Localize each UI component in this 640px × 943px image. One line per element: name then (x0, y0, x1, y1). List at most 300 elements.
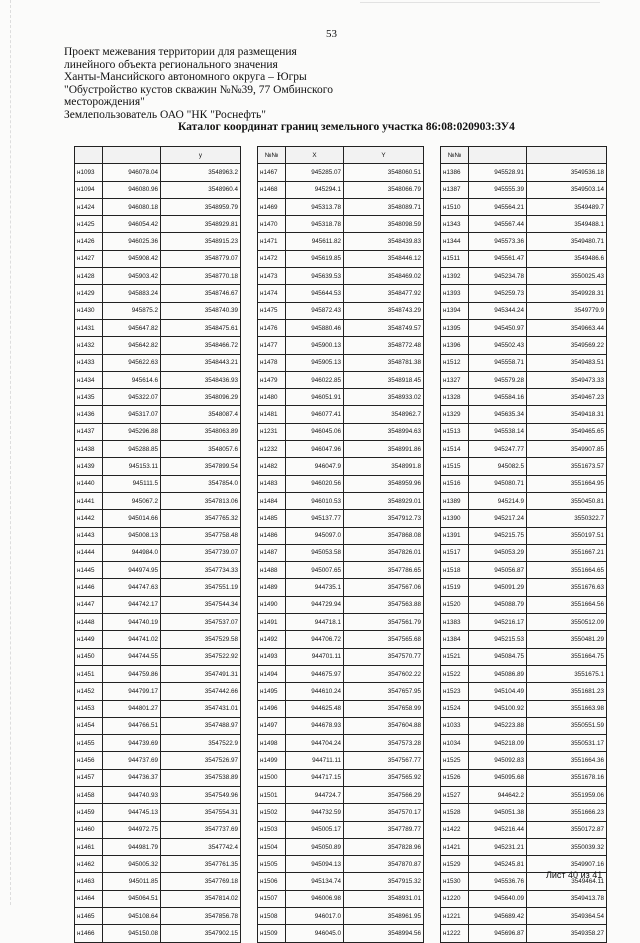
point-number-cell: н1524 (441, 700, 469, 717)
x-coordinate-cell: 945067.2 (103, 492, 161, 509)
y-coordinate-cell: 3547604.88 (344, 717, 424, 734)
x-coordinate-cell: 945011.85 (103, 873, 161, 890)
y-coordinate-cell: 3548749.57 (344, 319, 424, 336)
table-row (441, 683, 607, 700)
x-coordinate-cell: 945573.36 (469, 233, 527, 250)
y-coordinate-cell: 3547658.99 (344, 700, 424, 717)
y-coordinate-cell: 3547789.77 (344, 821, 424, 838)
y-coordinate-cell: 3550039.32 (527, 838, 607, 855)
y-coordinate-cell: 3547813.06 (161, 492, 241, 509)
y-coordinate-cell: 3547537.07 (161, 614, 241, 631)
x-coordinate-cell: 945150.08 (103, 925, 161, 942)
table-row (75, 458, 241, 475)
x-coordinate-cell: 945288.85 (103, 441, 161, 458)
table-row (75, 648, 241, 665)
y-coordinate-header: Y (344, 147, 424, 164)
table-row (441, 838, 607, 855)
y-coordinate-cell: 3549486.6 (527, 250, 607, 267)
x-coordinate-cell: 945231.21 (469, 838, 527, 855)
table-row (441, 544, 607, 561)
table-row (75, 717, 241, 734)
point-number-cell: н1480 (258, 389, 286, 406)
y-coordinate-cell: 3547856.78 (161, 908, 241, 925)
y-coordinate-cell: 3548915.23 (161, 233, 241, 250)
table-row (258, 337, 424, 354)
y-coordinate-cell: 3547868.08 (344, 527, 424, 544)
x-coordinate-cell: 944729.94 (286, 596, 344, 613)
point-number-cell: н1387 (441, 181, 469, 198)
point-number-cell: н1446 (75, 579, 103, 596)
x-coordinate-header (103, 147, 161, 164)
x-coordinate-cell: 945900.13 (286, 337, 344, 354)
y-coordinate-cell: 3551959.06 (527, 786, 607, 803)
table-row (258, 700, 424, 717)
table-row (258, 354, 424, 371)
table-row (258, 510, 424, 527)
point-number-cell: н1432 (75, 337, 103, 354)
point-number-cell: н1503 (258, 821, 286, 838)
y-coordinate-cell: 3548929.01 (344, 492, 424, 509)
table-row (75, 164, 241, 181)
point-number-cell: н1454 (75, 717, 103, 734)
y-coordinate-cell: 3547765.32 (161, 510, 241, 527)
table-row (441, 285, 607, 302)
point-number-cell: н1495 (258, 683, 286, 700)
x-coordinate-cell: 945097.0 (286, 527, 344, 544)
table-row (75, 406, 241, 423)
point-number-cell: н1491 (258, 614, 286, 631)
sheet-footer: Лист 40 из 41 (546, 870, 603, 880)
table-row (75, 181, 241, 198)
table-row (441, 925, 607, 942)
table-row (75, 216, 241, 233)
x-coordinate-cell: 944718.1 (286, 614, 344, 631)
point-number-cell: н1530 (441, 873, 469, 890)
x-coordinate-cell: 945564.21 (469, 198, 527, 215)
table-row (441, 614, 607, 631)
point-number-cell: н1521 (441, 648, 469, 665)
table-row (258, 821, 424, 838)
x-coordinate-cell: 944706.72 (286, 631, 344, 648)
x-coordinate-cell: 945080.71 (469, 475, 527, 492)
table-row (258, 925, 424, 942)
table-row (258, 856, 424, 873)
y-coordinate-cell: 3549480.71 (527, 233, 607, 250)
point-number-cell: н1329 (441, 406, 469, 423)
table-row (441, 371, 607, 388)
x-coordinate-cell: 945100.92 (469, 700, 527, 717)
point-number-cell: н1384 (441, 631, 469, 648)
x-coordinate-cell: 945908.42 (103, 250, 161, 267)
x-coordinate-cell: 945344.24 (469, 302, 527, 319)
x-coordinate-cell: 945108.64 (103, 908, 161, 925)
y-coordinate-cell: 3548089.71 (344, 198, 424, 215)
table-row (441, 337, 607, 354)
point-number-cell: н1460 (75, 821, 103, 838)
table-row (75, 475, 241, 492)
x-coordinate-cell: 944740.19 (103, 614, 161, 631)
x-coordinate-cell: 944739.69 (103, 735, 161, 752)
y-coordinate-cell: 3547538.89 (161, 769, 241, 786)
y-coordinate-cell: 3550450.81 (527, 492, 607, 509)
point-number-cell: н1490 (258, 596, 286, 613)
point-number-cell: н1498 (258, 735, 286, 752)
table-row (75, 821, 241, 838)
x-coordinate-cell: 944724.7 (286, 786, 344, 803)
x-coordinate-cell: 945318.78 (286, 216, 344, 233)
header-line: линейного объекта регионального значения (64, 58, 278, 71)
x-coordinate-cell: 946047.96 (286, 441, 344, 458)
y-coordinate-cell: 3551664.65 (527, 562, 607, 579)
point-number-cell: н1525 (441, 752, 469, 769)
x-coordinate-cell: 945092.83 (469, 752, 527, 769)
point-number-cell: н1396 (441, 337, 469, 354)
y-coordinate-cell: 3548443.21 (161, 354, 241, 371)
table-row (441, 389, 607, 406)
x-coordinate-cell: 945558.71 (469, 354, 527, 371)
table-row (75, 198, 241, 215)
table-row (441, 233, 607, 250)
table-row (258, 717, 424, 734)
y-coordinate-cell: 3547549.96 (161, 786, 241, 803)
x-coordinate-cell: 945294.1 (286, 181, 344, 198)
x-coordinate-cell: 945567.44 (469, 216, 527, 233)
header-line: Землепользователь ОАО "НК "Роснефть" (64, 108, 266, 121)
y-coordinate-cell: 3548933.02 (344, 389, 424, 406)
x-coordinate-cell: 945245.81 (469, 856, 527, 873)
y-coordinate-cell: 3547565.68 (344, 631, 424, 648)
x-coordinate-cell: 944742.17 (103, 596, 161, 613)
x-coordinate-cell: 945234.78 (469, 268, 527, 285)
point-number-cell: н1343 (441, 216, 469, 233)
table-row (441, 769, 607, 786)
y-coordinate-cell: 3547854.0 (161, 475, 241, 492)
y-coordinate-cell: 3548743.29 (344, 302, 424, 319)
point-number-cell: н1437 (75, 423, 103, 440)
y-coordinate-cell: 3550531.17 (527, 735, 607, 752)
point-number-cell: н1034 (441, 735, 469, 752)
table-row (258, 665, 424, 682)
y-coordinate-cell: 3547522.92 (161, 648, 241, 665)
x-coordinate-cell: 945584.16 (469, 389, 527, 406)
y-coordinate-cell: 3547761.35 (161, 856, 241, 873)
y-coordinate-cell: 3549928.31 (527, 285, 607, 302)
y-coordinate-header (527, 147, 607, 164)
table-row (258, 631, 424, 648)
x-coordinate-cell: 945218.09 (469, 735, 527, 752)
x-coordinate-cell: 946077.41 (286, 406, 344, 423)
x-coordinate-cell: 944981.79 (103, 838, 161, 855)
point-number-cell: н1509 (258, 925, 286, 942)
table-row (441, 786, 607, 803)
point-number-cell: н1434 (75, 371, 103, 388)
x-coordinate-cell: 944625.48 (286, 700, 344, 717)
table-row (75, 250, 241, 267)
x-coordinate-cell: 946006.98 (286, 890, 344, 907)
x-coordinate-cell: 946010.53 (286, 492, 344, 509)
x-coordinate-cell: 946054.42 (103, 216, 161, 233)
y-coordinate-cell: 3547739.07 (161, 544, 241, 561)
y-coordinate-cell: 3547554.31 (161, 804, 241, 821)
x-coordinate-cell: 945095.68 (469, 769, 527, 786)
y-coordinate-cell: 3549488.1 (527, 216, 607, 233)
y-coordinate-cell: 3547657.95 (344, 683, 424, 700)
table-row (75, 596, 241, 613)
table-row (441, 821, 607, 838)
x-coordinate-cell: 945639.53 (286, 268, 344, 285)
x-coordinate-cell: 944744.55 (103, 648, 161, 665)
y-coordinate-cell: 3547442.66 (161, 683, 241, 700)
x-coordinate-cell: 946020.56 (286, 475, 344, 492)
point-number-cell: н1222 (441, 925, 469, 942)
x-coordinate-cell: 945614.6 (103, 371, 161, 388)
table-row (75, 423, 241, 440)
table-row (258, 198, 424, 215)
point-number-cell: н1476 (258, 319, 286, 336)
table-row (258, 562, 424, 579)
point-number-cell: н1469 (258, 198, 286, 215)
x-coordinate-cell: 945555.39 (469, 181, 527, 198)
y-coordinate-cell: 3547544.34 (161, 596, 241, 613)
x-coordinate-cell: 945216.17 (469, 614, 527, 631)
point-number-cell: н1510 (441, 198, 469, 215)
x-coordinate-cell: 944799.17 (103, 683, 161, 700)
x-coordinate-cell: 944766.51 (103, 717, 161, 734)
point-number-cell: н1231 (258, 423, 286, 440)
y-coordinate-cell: 3548469.02 (344, 268, 424, 285)
y-coordinate-cell: 3548959.96 (344, 475, 424, 492)
y-coordinate-cell: 3550322.7 (527, 510, 607, 527)
header-line: "Обустройство кустов скважин №№39, 77 Омбинского (64, 83, 333, 96)
point-number-cell: н1523 (441, 683, 469, 700)
table-row (75, 752, 241, 769)
catalog-title: Каталог координат границ земельного участка 86:08:020903:ЗУ4 (178, 121, 515, 133)
y-coordinate-cell: 3550551.59 (527, 717, 607, 734)
y-coordinate-cell: 3547563.88 (344, 596, 424, 613)
x-coordinate-cell: 945064.51 (103, 890, 161, 907)
table-row (258, 233, 424, 250)
point-number-cell: н1483 (258, 475, 286, 492)
y-coordinate-cell: 3547602.22 (344, 665, 424, 682)
point-number-cell: н1485 (258, 510, 286, 527)
x-coordinate-cell: 945903.42 (103, 268, 161, 285)
y-coordinate-cell: 3548931.01 (344, 890, 424, 907)
point-number-cell: н1511 (441, 250, 469, 267)
point-number-cell: н1430 (75, 302, 103, 319)
y-coordinate-cell: 3548475.61 (161, 319, 241, 336)
x-coordinate-cell: 944740.93 (103, 786, 161, 803)
table-row (441, 596, 607, 613)
table-row (441, 527, 607, 544)
table-row (441, 198, 607, 215)
table-row (75, 510, 241, 527)
table-row (441, 319, 607, 336)
y-coordinate-cell: 3551664.75 (527, 648, 607, 665)
y-coordinate-cell: 3551678.16 (527, 769, 607, 786)
point-number-cell: н1526 (441, 769, 469, 786)
point-number-cell: н1394 (441, 302, 469, 319)
point-number-cell: н1424 (75, 198, 103, 215)
table-row (75, 735, 241, 752)
point-number-cell: н1344 (441, 233, 469, 250)
point-number-header: №№ (441, 147, 469, 164)
point-number-cell: н1474 (258, 285, 286, 302)
table-row (441, 250, 607, 267)
top-rule-line (360, 2, 600, 3)
x-coordinate-cell: 945005.32 (103, 856, 161, 873)
x-coordinate-cell: 945296.88 (103, 423, 161, 440)
table-row (441, 908, 607, 925)
table-row (441, 458, 607, 475)
table-row (441, 441, 607, 458)
point-number-cell: н1456 (75, 752, 103, 769)
point-number-cell: н1477 (258, 337, 286, 354)
y-coordinate-cell: 3548994.63 (344, 423, 424, 440)
point-number-cell: н1504 (258, 838, 286, 855)
y-coordinate-cell: 3549536.18 (527, 164, 607, 181)
table-row (441, 579, 607, 596)
point-number-cell: н1508 (258, 908, 286, 925)
point-number-cell: н1516 (441, 475, 469, 492)
table-row (258, 579, 424, 596)
y-coordinate-cell: 3549418.31 (527, 406, 607, 423)
point-number-cell: н1475 (258, 302, 286, 319)
y-coordinate-cell: 3549464.11 (527, 873, 607, 890)
x-coordinate-cell: 946022.85 (286, 371, 344, 388)
x-coordinate-cell: 945259.73 (469, 285, 527, 302)
table-row (75, 337, 241, 354)
table-row (75, 579, 241, 596)
x-coordinate-cell: 945619.85 (286, 250, 344, 267)
point-number-cell: н1520 (441, 596, 469, 613)
y-coordinate-cell: 3547567.06 (344, 579, 424, 596)
table-header-row (258, 147, 424, 164)
point-number-cell: н1502 (258, 804, 286, 821)
x-coordinate-cell: 945696.87 (469, 925, 527, 942)
x-coordinate-cell: 944974.95 (103, 562, 161, 579)
y-coordinate-cell: 3549779.9 (527, 302, 607, 319)
margin-guide-line (10, 0, 11, 905)
y-coordinate-cell: 3548991.8 (344, 458, 424, 475)
point-number-cell: н1448 (75, 614, 103, 631)
x-coordinate-cell: 944732.59 (286, 804, 344, 821)
x-coordinate-cell: 946080.96 (103, 181, 161, 198)
point-number-cell: н1386 (441, 164, 469, 181)
y-coordinate-cell: 3551673.57 (527, 458, 607, 475)
x-coordinate-cell: 944736.37 (103, 769, 161, 786)
x-coordinate-cell: 945215.53 (469, 631, 527, 648)
y-coordinate-cell: 3551663.98 (527, 700, 607, 717)
x-coordinate-cell: 945111.5 (103, 475, 161, 492)
table-row (258, 371, 424, 388)
point-number-cell: н1392 (441, 268, 469, 285)
y-coordinate-cell: 3547734.33 (161, 562, 241, 579)
x-coordinate-cell: 945640.09 (469, 890, 527, 907)
table-row (441, 510, 607, 527)
y-coordinate-cell: 3547742.4 (161, 838, 241, 855)
x-coordinate-cell: 946045.06 (286, 423, 344, 440)
table-row (258, 492, 424, 509)
point-number-cell: н1484 (258, 492, 286, 509)
x-coordinate-cell: 946051.91 (286, 389, 344, 406)
x-coordinate-cell: 944704.24 (286, 735, 344, 752)
y-coordinate-cell: 3548057.6 (161, 441, 241, 458)
y-coordinate-cell: 3547529.58 (161, 631, 241, 648)
point-number-cell: н1494 (258, 665, 286, 682)
x-coordinate-cell: 945450.97 (469, 319, 527, 336)
table-row (258, 527, 424, 544)
point-number-cell: н1506 (258, 873, 286, 890)
table-row (441, 804, 607, 821)
y-coordinate-cell: 3549907.85 (527, 441, 607, 458)
table-row (75, 700, 241, 717)
point-number-cell: н1422 (441, 821, 469, 838)
coordinate-table (74, 146, 241, 943)
table-row (258, 735, 424, 752)
point-number-cell: н1501 (258, 786, 286, 803)
y-coordinate-cell: 3548959.79 (161, 198, 241, 215)
table-row (258, 769, 424, 786)
table-row (75, 268, 241, 285)
y-coordinate-cell: 3547758.48 (161, 527, 241, 544)
point-number-cell: н1499 (258, 752, 286, 769)
x-coordinate-cell: 945008.13 (103, 527, 161, 544)
y-coordinate-cell: 3548918.45 (344, 371, 424, 388)
table-row (258, 181, 424, 198)
point-number-cell: н1461 (75, 838, 103, 855)
point-number-cell: н1472 (258, 250, 286, 267)
point-number-cell: н1431 (75, 319, 103, 336)
table-row (258, 285, 424, 302)
x-coordinate-header (469, 147, 527, 164)
table-row (75, 544, 241, 561)
table-row (258, 389, 424, 406)
y-coordinate-cell: 3549473.33 (527, 371, 607, 388)
point-number-cell: н1426 (75, 233, 103, 250)
y-coordinate-cell: 3548929.81 (161, 216, 241, 233)
point-number-cell: н1479 (258, 371, 286, 388)
y-coordinate-cell: 3547912.73 (344, 510, 424, 527)
table-row (258, 319, 424, 336)
point-number-cell: н1466 (75, 925, 103, 942)
point-number-cell: н1528 (441, 804, 469, 821)
x-coordinate-cell: 944984.0 (103, 544, 161, 561)
x-coordinate-cell: 946025.36 (103, 233, 161, 250)
table-row (75, 285, 241, 302)
y-coordinate-cell: 3549503.14 (527, 181, 607, 198)
x-coordinate-cell: 945536.76 (469, 873, 527, 890)
point-number-cell: н1427 (75, 250, 103, 267)
table-row (258, 908, 424, 925)
table-row (258, 268, 424, 285)
x-coordinate-cell: 944801.27 (103, 700, 161, 717)
point-number-cell: н1457 (75, 769, 103, 786)
y-coordinate-cell: 3550025.43 (527, 268, 607, 285)
x-coordinate-cell: 944711.11 (286, 752, 344, 769)
point-number-cell: н1425 (75, 216, 103, 233)
table-row (258, 475, 424, 492)
y-coordinate-cell: 3549489.7 (527, 198, 607, 215)
table-row (441, 354, 607, 371)
y-coordinate-cell: 3548963.2 (161, 164, 241, 181)
x-coordinate-cell: 946047.9 (286, 458, 344, 475)
point-number-cell: н1094 (75, 181, 103, 198)
table-row (75, 856, 241, 873)
table-row (258, 683, 424, 700)
y-coordinate-cell: 3548466.72 (161, 337, 241, 354)
table-row (75, 389, 241, 406)
table-row (441, 423, 607, 440)
